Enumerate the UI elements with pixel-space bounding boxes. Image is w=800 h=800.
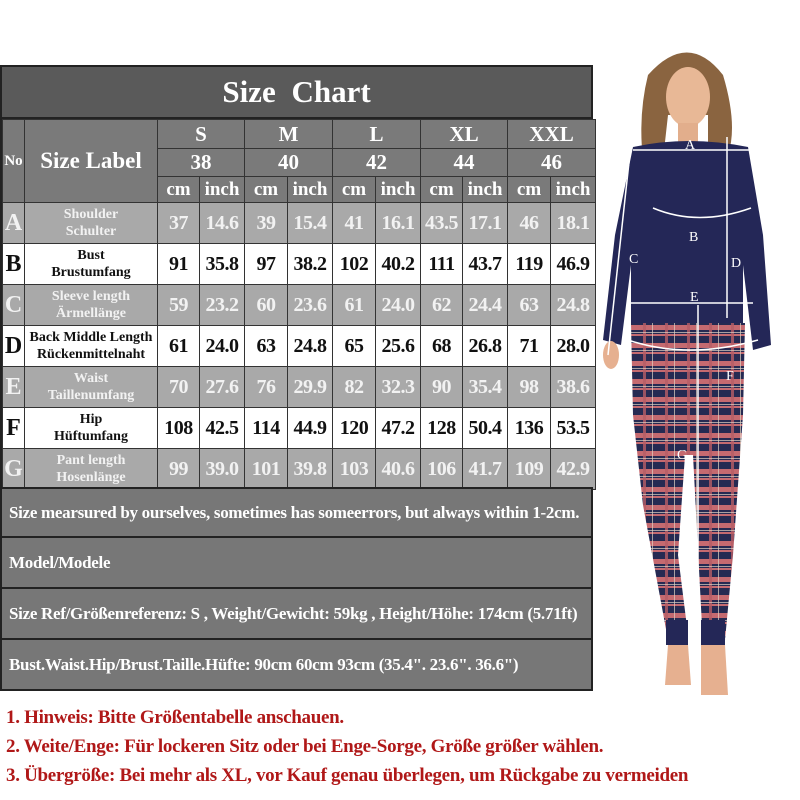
table-row [3, 326, 596, 367]
header-size-m: M [245, 120, 333, 149]
table-row [3, 203, 596, 244]
table-row [3, 367, 596, 408]
cell-cm: 37 [158, 203, 200, 244]
row-label-de: Taillenumfang [47, 388, 135, 403]
cell-inch: 38.6 [551, 367, 596, 408]
cell-cm: 59 [158, 285, 200, 326]
cell-cm: 46 [508, 203, 551, 244]
cell-inch: 35.4 [463, 367, 508, 408]
cell-inch: 53.5 [551, 408, 596, 449]
cell-cm: 97 [245, 244, 288, 285]
header-size-xxl: XXL [508, 120, 596, 149]
cell-inch: 28.0 [551, 326, 596, 367]
cell-cm: 41 [333, 203, 376, 244]
cell-inch: 39.0 [200, 449, 245, 490]
cell-cm: 111 [421, 244, 463, 285]
row-no: A [3, 203, 25, 244]
hint-item: 2. Weite/Enge: Für lockeren Sitz oder bei Enge-Sorge, Größe größer wählen. [6, 736, 604, 757]
cell-inch: 14.6 [200, 203, 245, 244]
row-label [25, 203, 158, 244]
row-label-de: Brustumfang [51, 265, 131, 280]
cell-inch: 47.2 [376, 408, 421, 449]
row-label [25, 367, 158, 408]
row-label-en: Pant length [56, 453, 126, 468]
row-label-en: Shoulder [63, 207, 119, 222]
row-no: B [3, 244, 25, 285]
unit-inch: inch [551, 177, 596, 203]
marker-d: D [731, 256, 742, 271]
row-label-en: Sleeve length [51, 289, 131, 304]
row-label [25, 408, 158, 449]
cell-cm: 65 [333, 326, 376, 367]
cell-inch: 41.7 [463, 449, 508, 490]
marker-e: E [690, 290, 699, 305]
header-size-s: S [158, 120, 245, 149]
cell-inch: 42.5 [200, 408, 245, 449]
cell-cm: 71 [508, 326, 551, 367]
header-eu-l: 42 [333, 149, 421, 177]
row-label [25, 244, 158, 285]
cell-inch: 38.2 [288, 244, 333, 285]
cell-inch: 17.1 [463, 203, 508, 244]
cell-cm: 60 [245, 285, 288, 326]
note-model-measurements: Bust.Waist.Hip/Brust.Taille.Hüfte: 90cm 60cm 93cm (35.4". 23.6". 36.6") [0, 640, 593, 691]
cell-inch: 23.2 [200, 285, 245, 326]
cell-inch: 24.0 [376, 285, 421, 326]
cell-cm: 70 [158, 367, 200, 408]
model-figure-illustration [593, 35, 800, 700]
row-label-de: Rückenmittelnaht [36, 347, 146, 362]
cell-inch: 44.9 [288, 408, 333, 449]
cell-inch: 26.8 [463, 326, 508, 367]
note-model-heading: Model/Modele [0, 538, 593, 589]
cell-inch: 43.7 [463, 244, 508, 285]
cell-cm: 106 [421, 449, 463, 490]
marker-f: F [726, 369, 734, 384]
row-label [25, 285, 158, 326]
header-size-xl: XL [421, 120, 508, 149]
row-label-de: Hosenlänge [56, 470, 126, 485]
unit-cm: cm [508, 177, 551, 203]
cell-inch: 24.8 [551, 285, 596, 326]
unit-inch: inch [463, 177, 508, 203]
cell-cm: 98 [508, 367, 551, 408]
model-photo [593, 35, 800, 700]
cell-cm: 103 [333, 449, 376, 490]
note-model-size-ref: Size Ref/Größenreferenz: S , Weight/Gewicht: 59kg , Height/Höhe: 174cm (5.71ft) [0, 589, 593, 640]
table-row [3, 285, 596, 326]
unit-cm: cm [245, 177, 288, 203]
cell-cm: 62 [421, 285, 463, 326]
marker-g: G [677, 448, 688, 463]
hints-list [6, 703, 688, 790]
row-label-de: Schulter [65, 224, 117, 239]
cell-cm: 82 [333, 367, 376, 408]
table-row [3, 408, 596, 449]
notes-section [0, 487, 593, 691]
table-row [3, 449, 596, 490]
cell-cm: 120 [333, 408, 376, 449]
header-size-label: Size Label [25, 120, 158, 203]
table-row [3, 244, 596, 285]
row-no: D [3, 326, 25, 367]
note-measurement-disclaimer: Size mearsured by ourselves, sometimes has someerrors, but always within 1-2cm. [0, 487, 593, 538]
cell-cm: 39 [245, 203, 288, 244]
cell-cm: 101 [245, 449, 288, 490]
cell-inch: 23.6 [288, 285, 333, 326]
row-label-de: Ärmellänge [56, 306, 126, 321]
cell-cm: 136 [508, 408, 551, 449]
row-label-de: Hüftumfang [54, 429, 128, 444]
cell-inch: 40.6 [376, 449, 421, 490]
cell-inch: 29.9 [288, 367, 333, 408]
header-no: No [3, 120, 25, 203]
header-size-l: L [333, 120, 421, 149]
cell-inch: 50.4 [463, 408, 508, 449]
cell-cm: 128 [421, 408, 463, 449]
cell-cm: 90 [421, 367, 463, 408]
unit-inch: inch [288, 177, 333, 203]
cell-inch: 42.9 [551, 449, 596, 490]
cell-cm: 102 [333, 244, 376, 285]
unit-cm: cm [421, 177, 463, 203]
unit-cm: cm [158, 177, 200, 203]
cell-inch: 18.1 [551, 203, 596, 244]
marker-a: A [685, 138, 696, 153]
unit-inch: inch [200, 177, 245, 203]
cell-inch: 16.1 [376, 203, 421, 244]
cell-inch: 24.4 [463, 285, 508, 326]
cell-inch: 32.3 [376, 367, 421, 408]
cell-cm: 108 [158, 408, 200, 449]
cell-inch: 39.8 [288, 449, 333, 490]
row-label-en: Hip [79, 412, 103, 427]
cell-inch: 46.9 [551, 244, 596, 285]
cell-inch: 24.8 [288, 326, 333, 367]
row-label-en: Bust [77, 248, 105, 263]
cell-cm: 114 [245, 408, 288, 449]
chart-title: Size Chart [2, 67, 591, 119]
row-label [25, 326, 158, 367]
cell-cm: 109 [508, 449, 551, 490]
row-label-en: Waist [73, 371, 109, 386]
unit-inch: inch [376, 177, 421, 203]
cell-inch: 15.4 [288, 203, 333, 244]
header-eu-xxl: 46 [508, 149, 596, 177]
cell-cm: 119 [508, 244, 551, 285]
cell-cm: 61 [333, 285, 376, 326]
marker-b: B [689, 230, 699, 245]
row-no: C [3, 285, 25, 326]
row-no: E [3, 367, 25, 408]
hint-item: 1. Hinweis: Bitte Größentabelle anschauen. [6, 707, 344, 728]
row-no: G [3, 449, 25, 490]
marker-c: C [629, 252, 639, 267]
row-no: F [3, 408, 25, 449]
size-chart-table [0, 65, 593, 492]
cell-cm: 91 [158, 244, 200, 285]
row-label-en: Back Middle Length [29, 330, 153, 345]
cell-inch: 25.6 [376, 326, 421, 367]
cell-inch: 27.6 [200, 367, 245, 408]
unit-cm: cm [333, 177, 376, 203]
cell-cm: 43.5 [421, 203, 463, 244]
cell-cm: 63 [245, 326, 288, 367]
cell-cm: 76 [245, 367, 288, 408]
header-eu-s: 38 [158, 149, 245, 177]
row-label [25, 449, 158, 490]
hint-item: 3. Übergröße: Bei mehr als XL, vor Kauf genau überlegen, um Rückgabe zu vermeiden [6, 765, 689, 786]
header-eu-m: 40 [245, 149, 333, 177]
cell-cm: 68 [421, 326, 463, 367]
cell-inch: 24.0 [200, 326, 245, 367]
cell-inch: 40.2 [376, 244, 421, 285]
cell-cm: 61 [158, 326, 200, 367]
header-eu-xl: 44 [421, 149, 508, 177]
cell-inch: 35.8 [200, 244, 245, 285]
cell-cm: 99 [158, 449, 200, 490]
cell-cm: 63 [508, 285, 551, 326]
